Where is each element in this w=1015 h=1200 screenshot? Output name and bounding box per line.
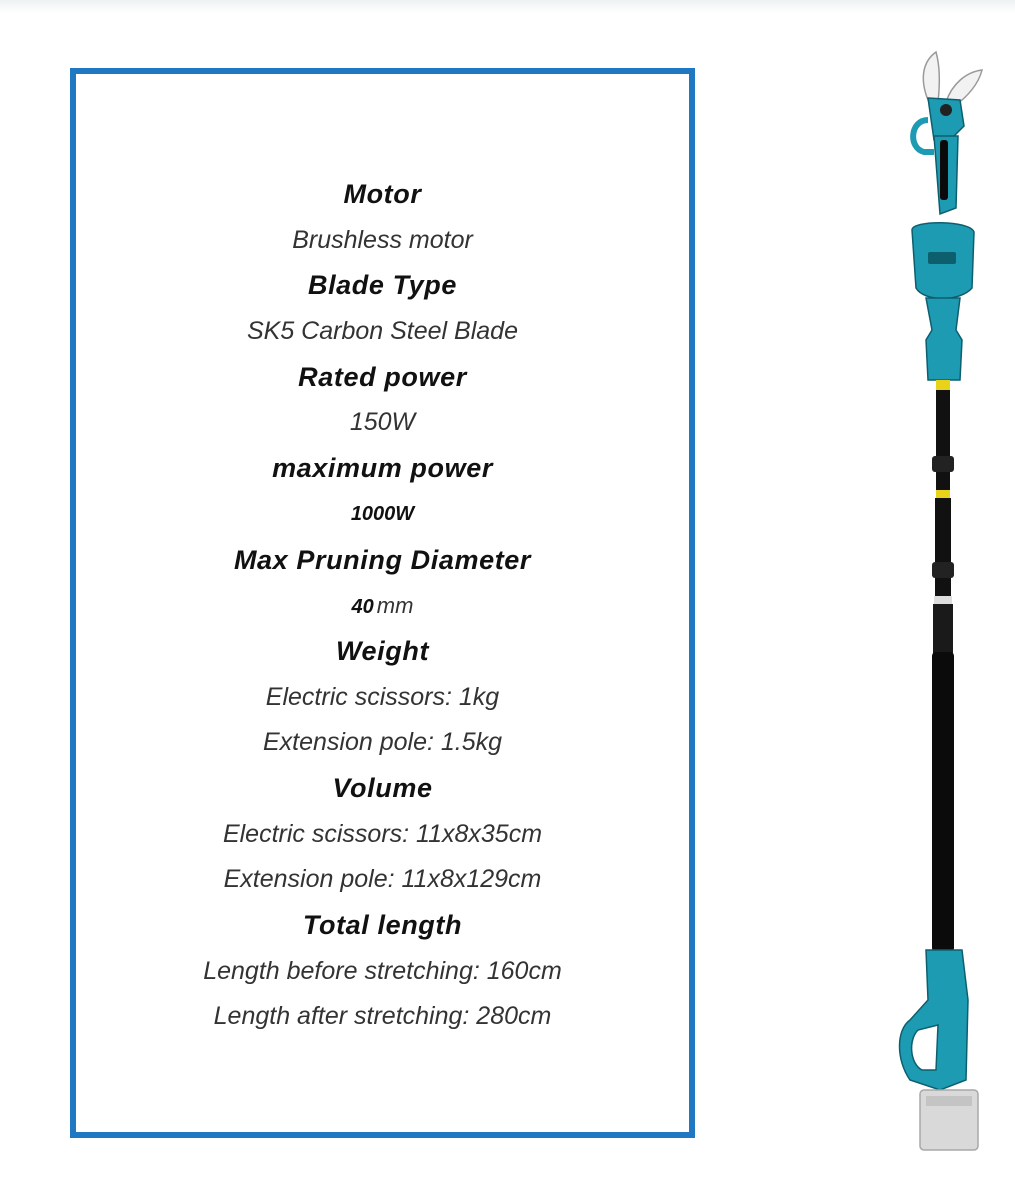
spec-value-rated-power: 150W — [349, 408, 416, 437]
specifications-list — [76, 172, 689, 1040]
pruner-blade-left — [923, 52, 939, 102]
spec-heading-motor: Motor — [343, 179, 422, 209]
rear-handle-grip-opening — [912, 1025, 938, 1070]
spec-value-length-before: Length before stretching: 160cm — [203, 956, 562, 985]
adapter-slot — [928, 252, 956, 264]
pruning-diameter-unit: mm — [376, 593, 414, 619]
spec-value-volume-pole: Extension pole: 11x8x129cm — [223, 865, 542, 894]
pole-section-upper — [936, 390, 950, 490]
pole-clamp-lower — [932, 562, 954, 578]
spec-value-maximum-power: 1000W — [350, 502, 415, 525]
adapter-neck — [926, 298, 962, 380]
spec-heading-max-pruning-diameter: Max Pruning Diameter — [233, 544, 532, 575]
pole-label — [934, 596, 952, 604]
pole-section-middle — [935, 498, 951, 598]
spec-value-max-pruning-diameter — [76, 583, 689, 629]
handle-grip — [940, 140, 948, 200]
spec-heading-maximum-power: maximum power — [272, 453, 493, 484]
spec-heading-weight: Weight — [335, 635, 430, 666]
top-edge-shadow — [0, 0, 1015, 14]
spec-value-blade-type: SK5 Carbon Steel Blade — [246, 317, 518, 346]
spec-value-weight-scissors: Electric scissors: 1kg — [265, 682, 500, 711]
pole-band-middle — [936, 490, 950, 498]
cordless-pole-pruner-icon — [880, 40, 1005, 1160]
spec-value-weight-pole: Extension pole: 1.5kg — [262, 728, 503, 757]
pruning-diameter-number: 40 — [351, 596, 374, 619]
pole-joint — [933, 604, 953, 654]
pole-band-top — [936, 380, 950, 390]
spec-heading-total-length: Total length — [302, 910, 463, 940]
spec-heading-rated-power: Rated power — [298, 361, 467, 392]
spec-value-motor: Brushless motor — [292, 225, 473, 254]
specifications-panel — [70, 68, 695, 1138]
spec-heading-volume: Volume — [332, 772, 433, 803]
trigger-guard — [913, 120, 934, 152]
pole-clamp-upper — [932, 456, 954, 472]
pivot-bolt — [940, 104, 952, 116]
spec-value-volume-scissors: Electric scissors: 11x8x35cm — [222, 819, 543, 848]
spec-heading-blade-type: Blade Type — [307, 270, 458, 301]
battery-ridge — [926, 1096, 972, 1106]
pole-section-lower — [932, 652, 954, 952]
spec-value-length-after: Length after stretching: 280cm — [213, 1002, 552, 1031]
